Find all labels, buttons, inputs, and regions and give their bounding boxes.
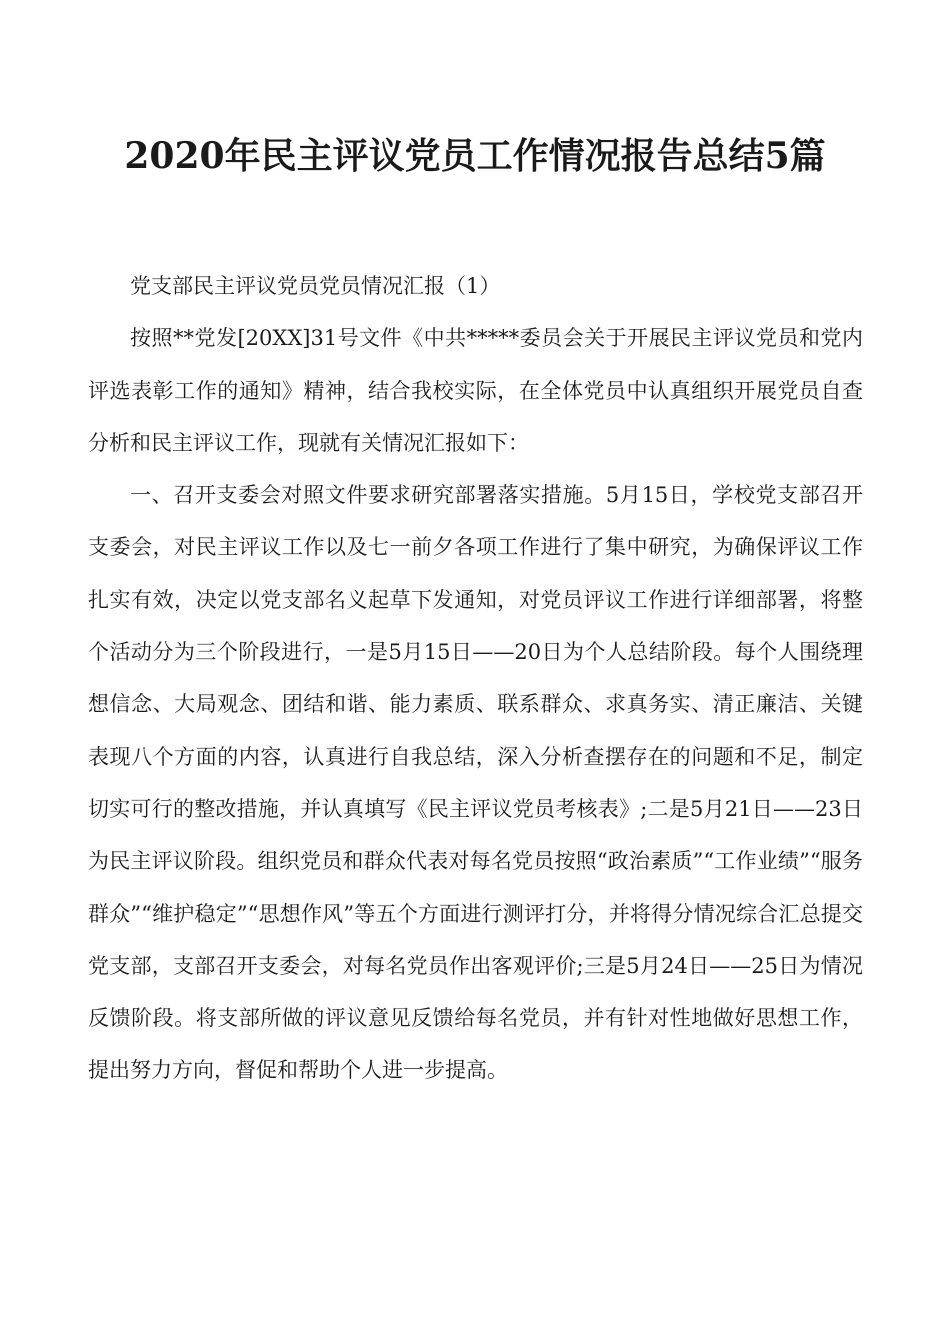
document-title: 2020年民主评议党员工作情况报告总结5篇: [124, 135, 826, 177]
body-paragraph: 一、召开支委会对照文件要求研究部署落实措施。5月15日，学校党支部召开支委会，对民主评议工作以及七一前夕各项工作进行了集中研究，为确保评议工作扎实有效，决定以党支部名义起草下发通知，对党员评议工作进行详细部署，将整个活动分为三个阶段进行，一是5月15日——20日为个人总结阶段。每个人围绕理想信念、大局观念、团结和谐、能力素质、联系群众、求真务实、清正廉洁、关键表现八个方面的内容，认真进行自我总结，深入分析查摆存在的问题和不足，制定切实可行的整改措施，并认真填写《民主评议党员考核表》;二是5月21日——23日为民主评议阶段。组织党员和群众代表对每名党员按照“政治素质”“工作业绩”“服务群众”“维护稳定”“思想作风”等五个方面进行测评打分，并将得分情况综合汇总提交党支部，支部召开支委会，对每名党员作出客观评价;三是5月24日——25日为情况反馈阶段。将支部所做的评议意见反馈给每名党员，并有针对性地做好思想工作，提出努力方向，督促和帮助个人进一步提高。: [88, 483, 863, 1083]
section-heading: 党支部民主评议党员党员情况汇报（1）: [130, 274, 501, 298]
document-body: [88, 260, 863, 1097]
intro-paragraph: 按照**党发[20XX]31号文件《中共*****委员会关于开展民主评议党员和党内评选表彰工作的通知》精神，结合我校实际，在全体党员中认真组织开展党员自查分析和民主评议工作，现就有关情况汇报如下：: [88, 326, 863, 455]
